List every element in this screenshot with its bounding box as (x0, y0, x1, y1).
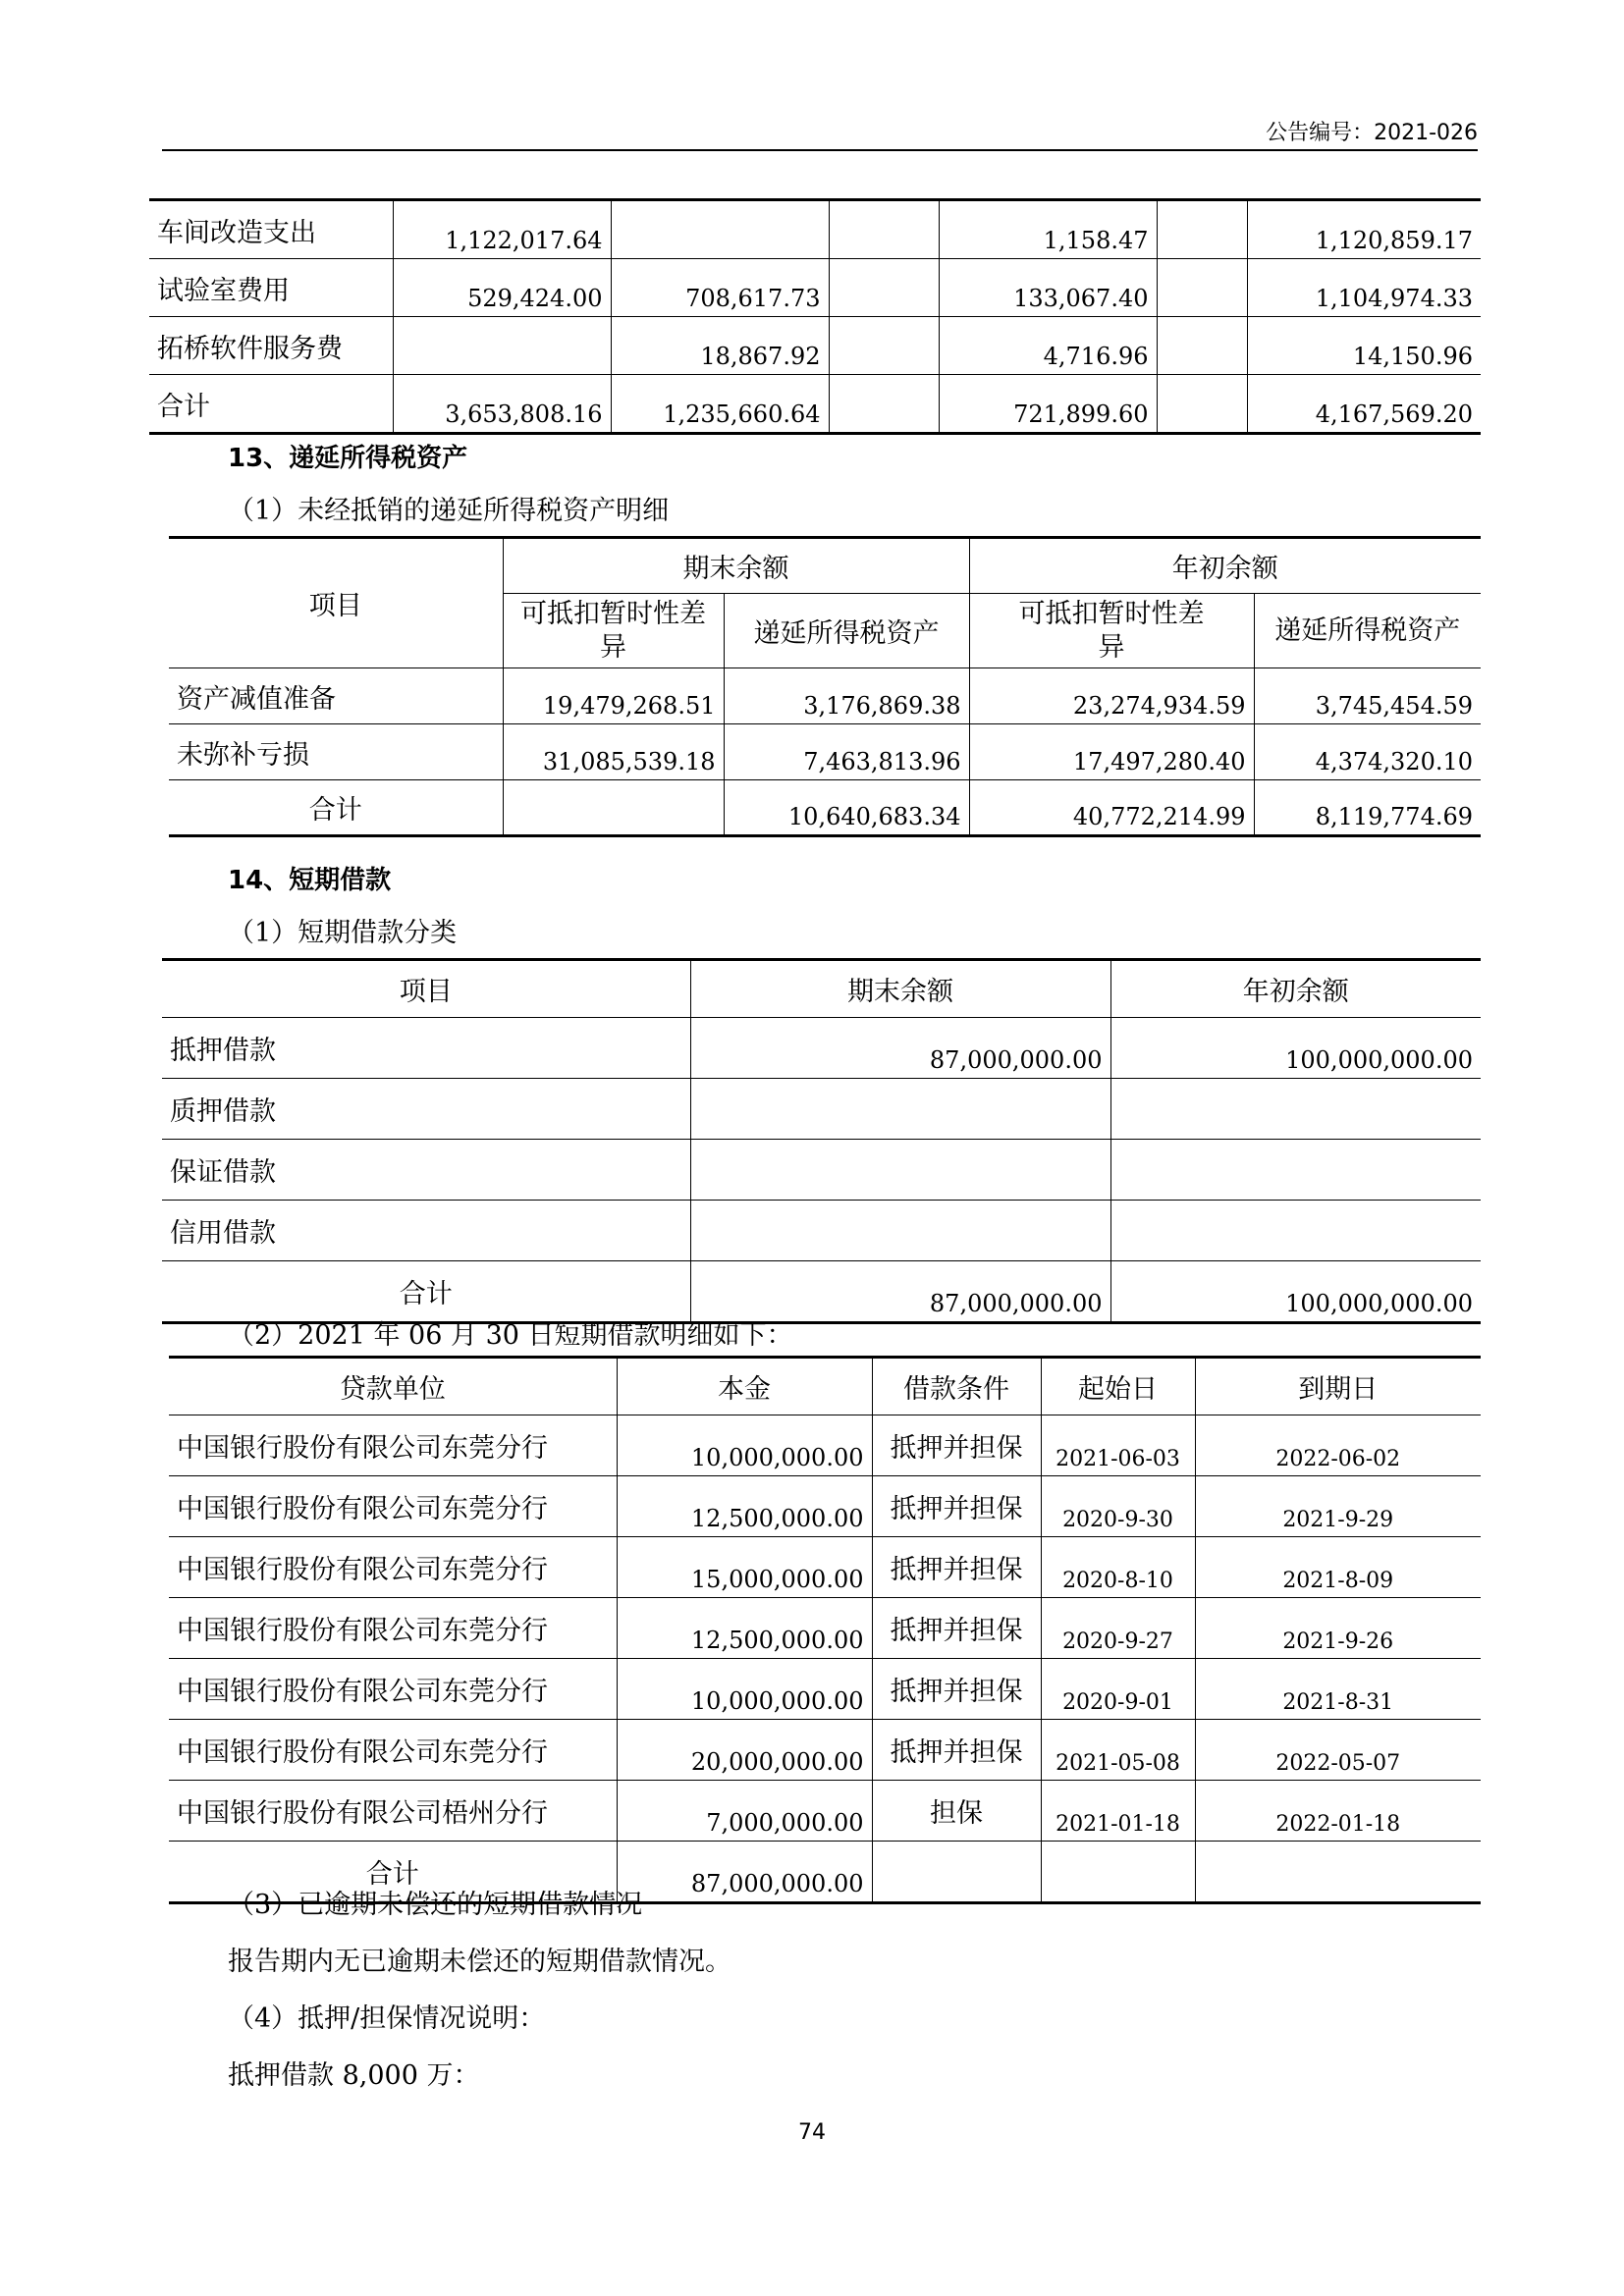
subcol-temp-diff-begin: 可抵扣暂时性差异 (969, 594, 1254, 668)
table-cell: 2022-01-18 (1195, 1781, 1481, 1842)
table-cell: 2021-9-29 (1195, 1476, 1481, 1537)
table-cell: 未弥补亏损 (169, 724, 503, 780)
table-cell: 抵押并担保 (872, 1659, 1041, 1720)
table-cell: 40,772,214.99 (969, 780, 1254, 836)
section-14-title: 14、短期借款 (228, 866, 392, 895)
section-14-subtitle-1: （1）短期借款分类 (228, 918, 458, 948)
table-cell: 721,899.60 (939, 375, 1157, 434)
table-cell: 4,167,569.20 (1247, 375, 1481, 434)
page-header (162, 116, 1478, 151)
table-cell (611, 200, 829, 259)
table-cell: 4,716.96 (939, 317, 1157, 375)
table-cell (1157, 375, 1247, 434)
table-cell: 2021-01-18 (1041, 1781, 1195, 1842)
table-cell (1041, 1842, 1195, 1903)
table-cell: 贷款单位 (169, 1358, 617, 1415)
table-cell: 中国银行股份有限公司梧州分行 (169, 1781, 617, 1842)
deferred-expense-table (149, 198, 1481, 435)
table-cell (503, 780, 724, 836)
table-cell: 抵押并担保 (872, 1476, 1041, 1537)
table-cell: 到期日 (1195, 1358, 1481, 1415)
table-cell: 中国银行股份有限公司东莞分行 (169, 1659, 617, 1720)
table-cell: 质押借款 (162, 1079, 690, 1140)
table-cell: 12,500,000.00 (617, 1598, 872, 1659)
table-cell: 合计 (169, 780, 503, 836)
section-14-subtitle-2: （2）2021 年 06 月 30 日短期借款明细如下： (228, 1320, 793, 1351)
borrowing-detail-table (169, 1356, 1481, 1904)
table-cell: 10,000,000.00 (617, 1659, 872, 1720)
table-cell (1110, 1201, 1481, 1261)
notice-number: 公告编号：2021-026 (1266, 121, 1478, 145)
table-cell: 10,000,000.00 (617, 1415, 872, 1476)
table-row (169, 724, 1481, 780)
table-cell: 起始日 (1041, 1358, 1195, 1415)
mortgage-note: 抵押借款 8,000 万： (228, 2060, 480, 2091)
table-cell: 2022-05-07 (1195, 1720, 1481, 1781)
table-row (149, 259, 1481, 317)
table-cell: 抵押并担保 (872, 1415, 1041, 1476)
table-cell (829, 200, 939, 259)
table-cell: 合计 (169, 1842, 617, 1903)
group-begin-header: 年初余额 (969, 538, 1481, 594)
table-cell: 2020-9-27 (1041, 1598, 1195, 1659)
table-cell: 中国银行股份有限公司东莞分行 (169, 1415, 617, 1476)
table-cell: 抵押并担保 (872, 1720, 1041, 1781)
table-cell: 100,000,000.00 (1110, 1018, 1481, 1079)
table-cell: 31,085,539.18 (503, 724, 724, 780)
table-cell: 车间改造支出 (149, 200, 393, 259)
table-row (169, 780, 1481, 836)
table-cell: 抵押并担保 (872, 1537, 1041, 1598)
table-cell: 87,000,000.00 (690, 1261, 1110, 1323)
table-cell: 本金 (617, 1358, 872, 1415)
table-row (162, 1201, 1481, 1261)
table-cell: 抵押并担保 (872, 1598, 1041, 1659)
table-row (169, 1358, 1481, 1415)
table-cell: 资产减值准备 (169, 668, 503, 724)
table-cell: 2020-9-01 (1041, 1659, 1195, 1720)
section-13-title: 13、递延所得税资产 (228, 444, 468, 473)
table-cell: 中国银行股份有限公司东莞分行 (169, 1537, 617, 1598)
table-cell: 中国银行股份有限公司东莞分行 (169, 1720, 617, 1781)
section-14-subtitle-4: （4）抵押/担保情况说明： (228, 2003, 546, 2034)
table-cell: 2020-8-10 (1041, 1537, 1195, 1598)
table-cell: 708,617.73 (611, 259, 829, 317)
table-cell: 合计 (162, 1261, 690, 1323)
table-row (169, 1476, 1481, 1537)
table-row (169, 1659, 1481, 1720)
overdue-note: 报告期内无已逾期未偿还的短期借款情况。 (228, 1947, 731, 1977)
col-item-header: 项目 (169, 538, 503, 668)
table-cell: 中国银行股份有限公司东莞分行 (169, 1476, 617, 1537)
table-cell: 14,150.96 (1247, 317, 1481, 375)
deferred-tax-assets-table (169, 536, 1481, 837)
table-cell: 7,000,000.00 (617, 1781, 872, 1842)
table-row (169, 1720, 1481, 1781)
table-cell: 20,000,000.00 (617, 1720, 872, 1781)
table-cell: 借款条件 (872, 1358, 1041, 1415)
table-cell: 1,104,974.33 (1247, 259, 1481, 317)
group-end-header: 期末余额 (503, 538, 969, 594)
table-cell (829, 317, 939, 375)
table-cell: 17,497,280.40 (969, 724, 1254, 780)
table-cell: 2021-9-26 (1195, 1598, 1481, 1659)
table-cell: 1,122,017.64 (393, 200, 611, 259)
table-row (169, 1537, 1481, 1598)
table-cell: 试验室费用 (149, 259, 393, 317)
table-cell (1157, 317, 1247, 375)
table-row (162, 1018, 1481, 1079)
table-cell (1157, 200, 1247, 259)
table-cell: 1,158.47 (939, 200, 1157, 259)
table-cell (872, 1842, 1041, 1903)
table-row (149, 200, 1481, 259)
table-cell: 项目 (162, 960, 690, 1018)
page-number: 74 (798, 2120, 826, 2145)
table-cell: 4,374,320.10 (1254, 724, 1481, 780)
table-row (149, 375, 1481, 434)
subcol-temp-diff-end: 可抵扣暂时性差异 (503, 594, 724, 668)
table-cell: 年初余额 (1110, 960, 1481, 1018)
table-cell (690, 1201, 1110, 1261)
table-cell: 15,000,000.00 (617, 1537, 872, 1598)
table-cell (1110, 1079, 1481, 1140)
table-cell (1195, 1842, 1481, 1903)
section-14-subtitle-3: （3）已逾期未偿还的短期借款情况 (228, 1890, 643, 1920)
table-cell (1157, 259, 1247, 317)
table-cell: 1,235,660.64 (611, 375, 829, 434)
table-cell: 2021-05-08 (1041, 1720, 1195, 1781)
table-cell: 合计 (149, 375, 393, 434)
subcol-deferred-begin: 递延所得税资产 (1254, 594, 1481, 668)
table-cell (690, 1140, 1110, 1201)
table-cell: 12,500,000.00 (617, 1476, 872, 1537)
table-cell: 8,119,774.69 (1254, 780, 1481, 836)
table-cell: 19,479,268.51 (503, 668, 724, 724)
table-cell: 3,653,808.16 (393, 375, 611, 434)
table-cell: 7,463,813.96 (724, 724, 969, 780)
table-cell: 133,067.40 (939, 259, 1157, 317)
table-cell: 2021-06-03 (1041, 1415, 1195, 1476)
table-cell: 2021-8-31 (1195, 1659, 1481, 1720)
table-cell: 期末余额 (690, 960, 1110, 1018)
section-13-subtitle: （1）未经抵销的递延所得税资产明细 (228, 496, 670, 526)
table-cell: 2020-9-30 (1041, 1476, 1195, 1537)
table-cell: 3,176,869.38 (724, 668, 969, 724)
table-row (162, 960, 1481, 1018)
table-cell: 87,000,000.00 (690, 1018, 1110, 1079)
table-cell: 中国银行股份有限公司东莞分行 (169, 1598, 617, 1659)
table-cell: 1,120,859.17 (1247, 200, 1481, 259)
table-cell: 529,424.00 (393, 259, 611, 317)
table-cell: 87,000,000.00 (617, 1842, 872, 1903)
table-row (162, 1079, 1481, 1140)
table-row (169, 1598, 1481, 1659)
table-row (169, 1781, 1481, 1842)
table-cell (1110, 1140, 1481, 1201)
table-cell: 抵押借款 (162, 1018, 690, 1079)
table-cell: 拓桥软件服务费 (149, 317, 393, 375)
table-cell: 18,867.92 (611, 317, 829, 375)
table-cell (690, 1079, 1110, 1140)
table-cell (393, 317, 611, 375)
table-cell (829, 259, 939, 317)
table-cell: 100,000,000.00 (1110, 1261, 1481, 1323)
table-cell: 2021-8-09 (1195, 1537, 1481, 1598)
borrowing-classification-table (162, 958, 1481, 1324)
table-row (169, 668, 1481, 724)
table-row (149, 317, 1481, 375)
table-cell: 23,274,934.59 (969, 668, 1254, 724)
table-cell: 保证借款 (162, 1140, 690, 1201)
table-cell: 2022-06-02 (1195, 1415, 1481, 1476)
table-cell: 信用借款 (162, 1201, 690, 1261)
table-cell: 担保 (872, 1781, 1041, 1842)
table-cell: 3,745,454.59 (1254, 668, 1481, 724)
table-cell (829, 375, 939, 434)
subcol-deferred-end: 递延所得税资产 (724, 594, 969, 668)
table-cell: 10,640,683.34 (724, 780, 969, 836)
table-row (169, 1415, 1481, 1476)
table-row (162, 1140, 1481, 1201)
